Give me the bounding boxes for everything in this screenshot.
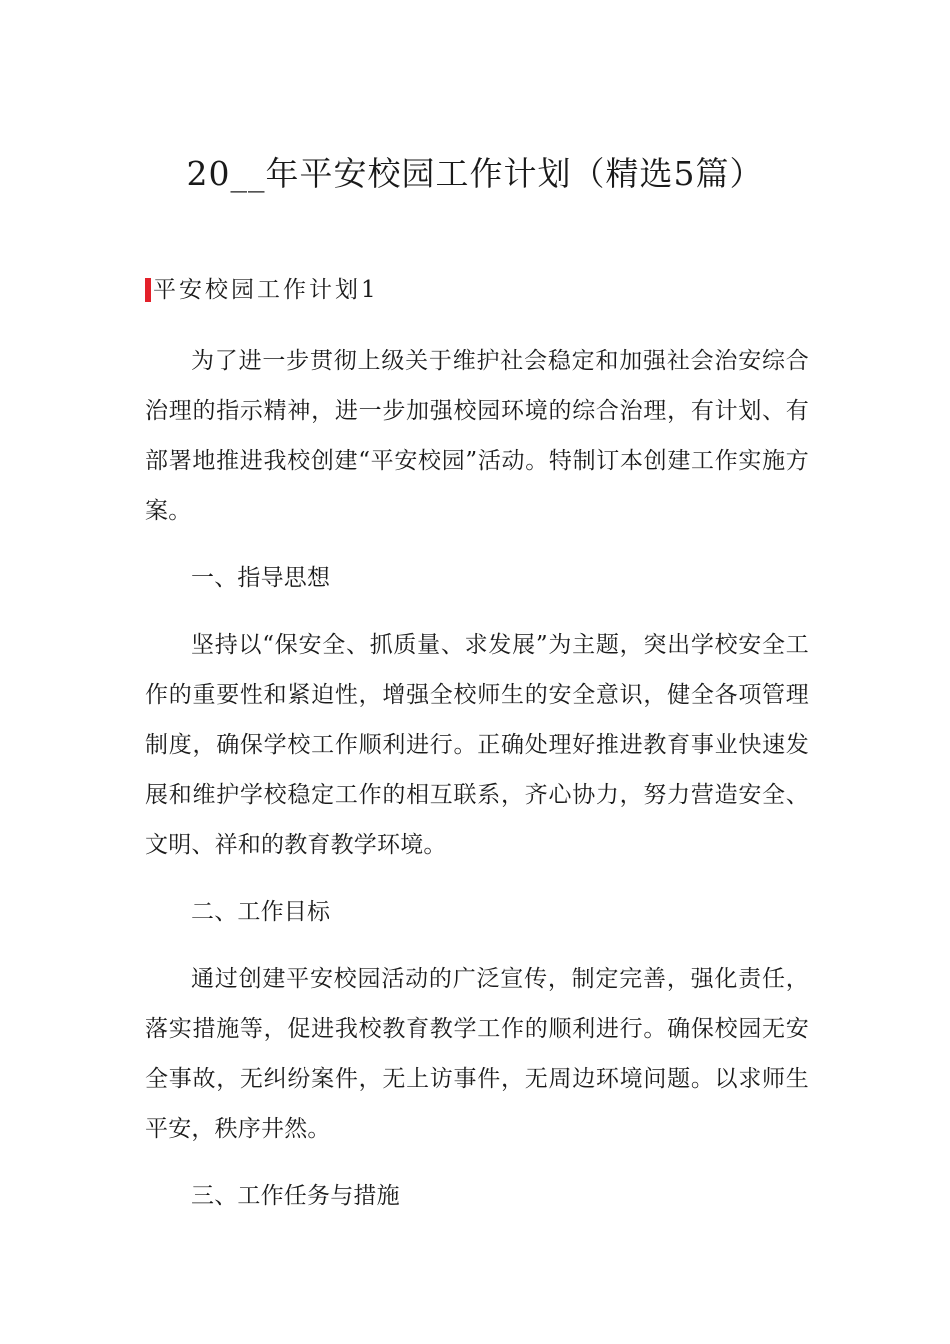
document-body — [145, 336, 809, 1221]
intro-paragraph: 为了进一步贯彻上级关于维护社会稳定和加强社会治安综合治理的指示精神，进一步加强校园环境的综合治理，有计划、有部署地推进我校创建“平安校园”活动。特制订本创建工作实施方案。 — [145, 348, 809, 524]
heading-tasks-measures: 三、工作任务与措施 — [191, 1183, 400, 1209]
heading-work-goals: 二、工作目标 — [191, 899, 331, 925]
paragraph-work-goals: 通过创建平安校园活动的广泛宣传，制定完善，强化责任，落实措施等，促进我校教育教学工作的顺利进行。确保校园无安全事故，无纠纷案件，无上访事件，无周边环境问题。以求师生平安，秩序井然。 — [145, 966, 809, 1142]
section-marker — [145, 278, 151, 302]
section-heading — [145, 272, 379, 308]
document-title: 20__年平安校园工作计划（精选5篇） — [186, 154, 764, 193]
section-heading-text: 平安校园工作计划1 — [153, 277, 379, 303]
paragraph-guiding-ideology: 坚持以“保安全、抓质量、求发展”为主题，突出学校安全工作的重要性和紧迫性，增强全校师生的安全意识，健全各项管理制度，确保学校工作顺利进行。正确处理好推进教育事业快速发展和维护学校稳定工作的相互联系，齐心协力，努力营造安全、文明、祥和的教育教学环境。 — [145, 632, 809, 858]
heading-guiding-ideology: 一、指导思想 — [191, 565, 331, 591]
